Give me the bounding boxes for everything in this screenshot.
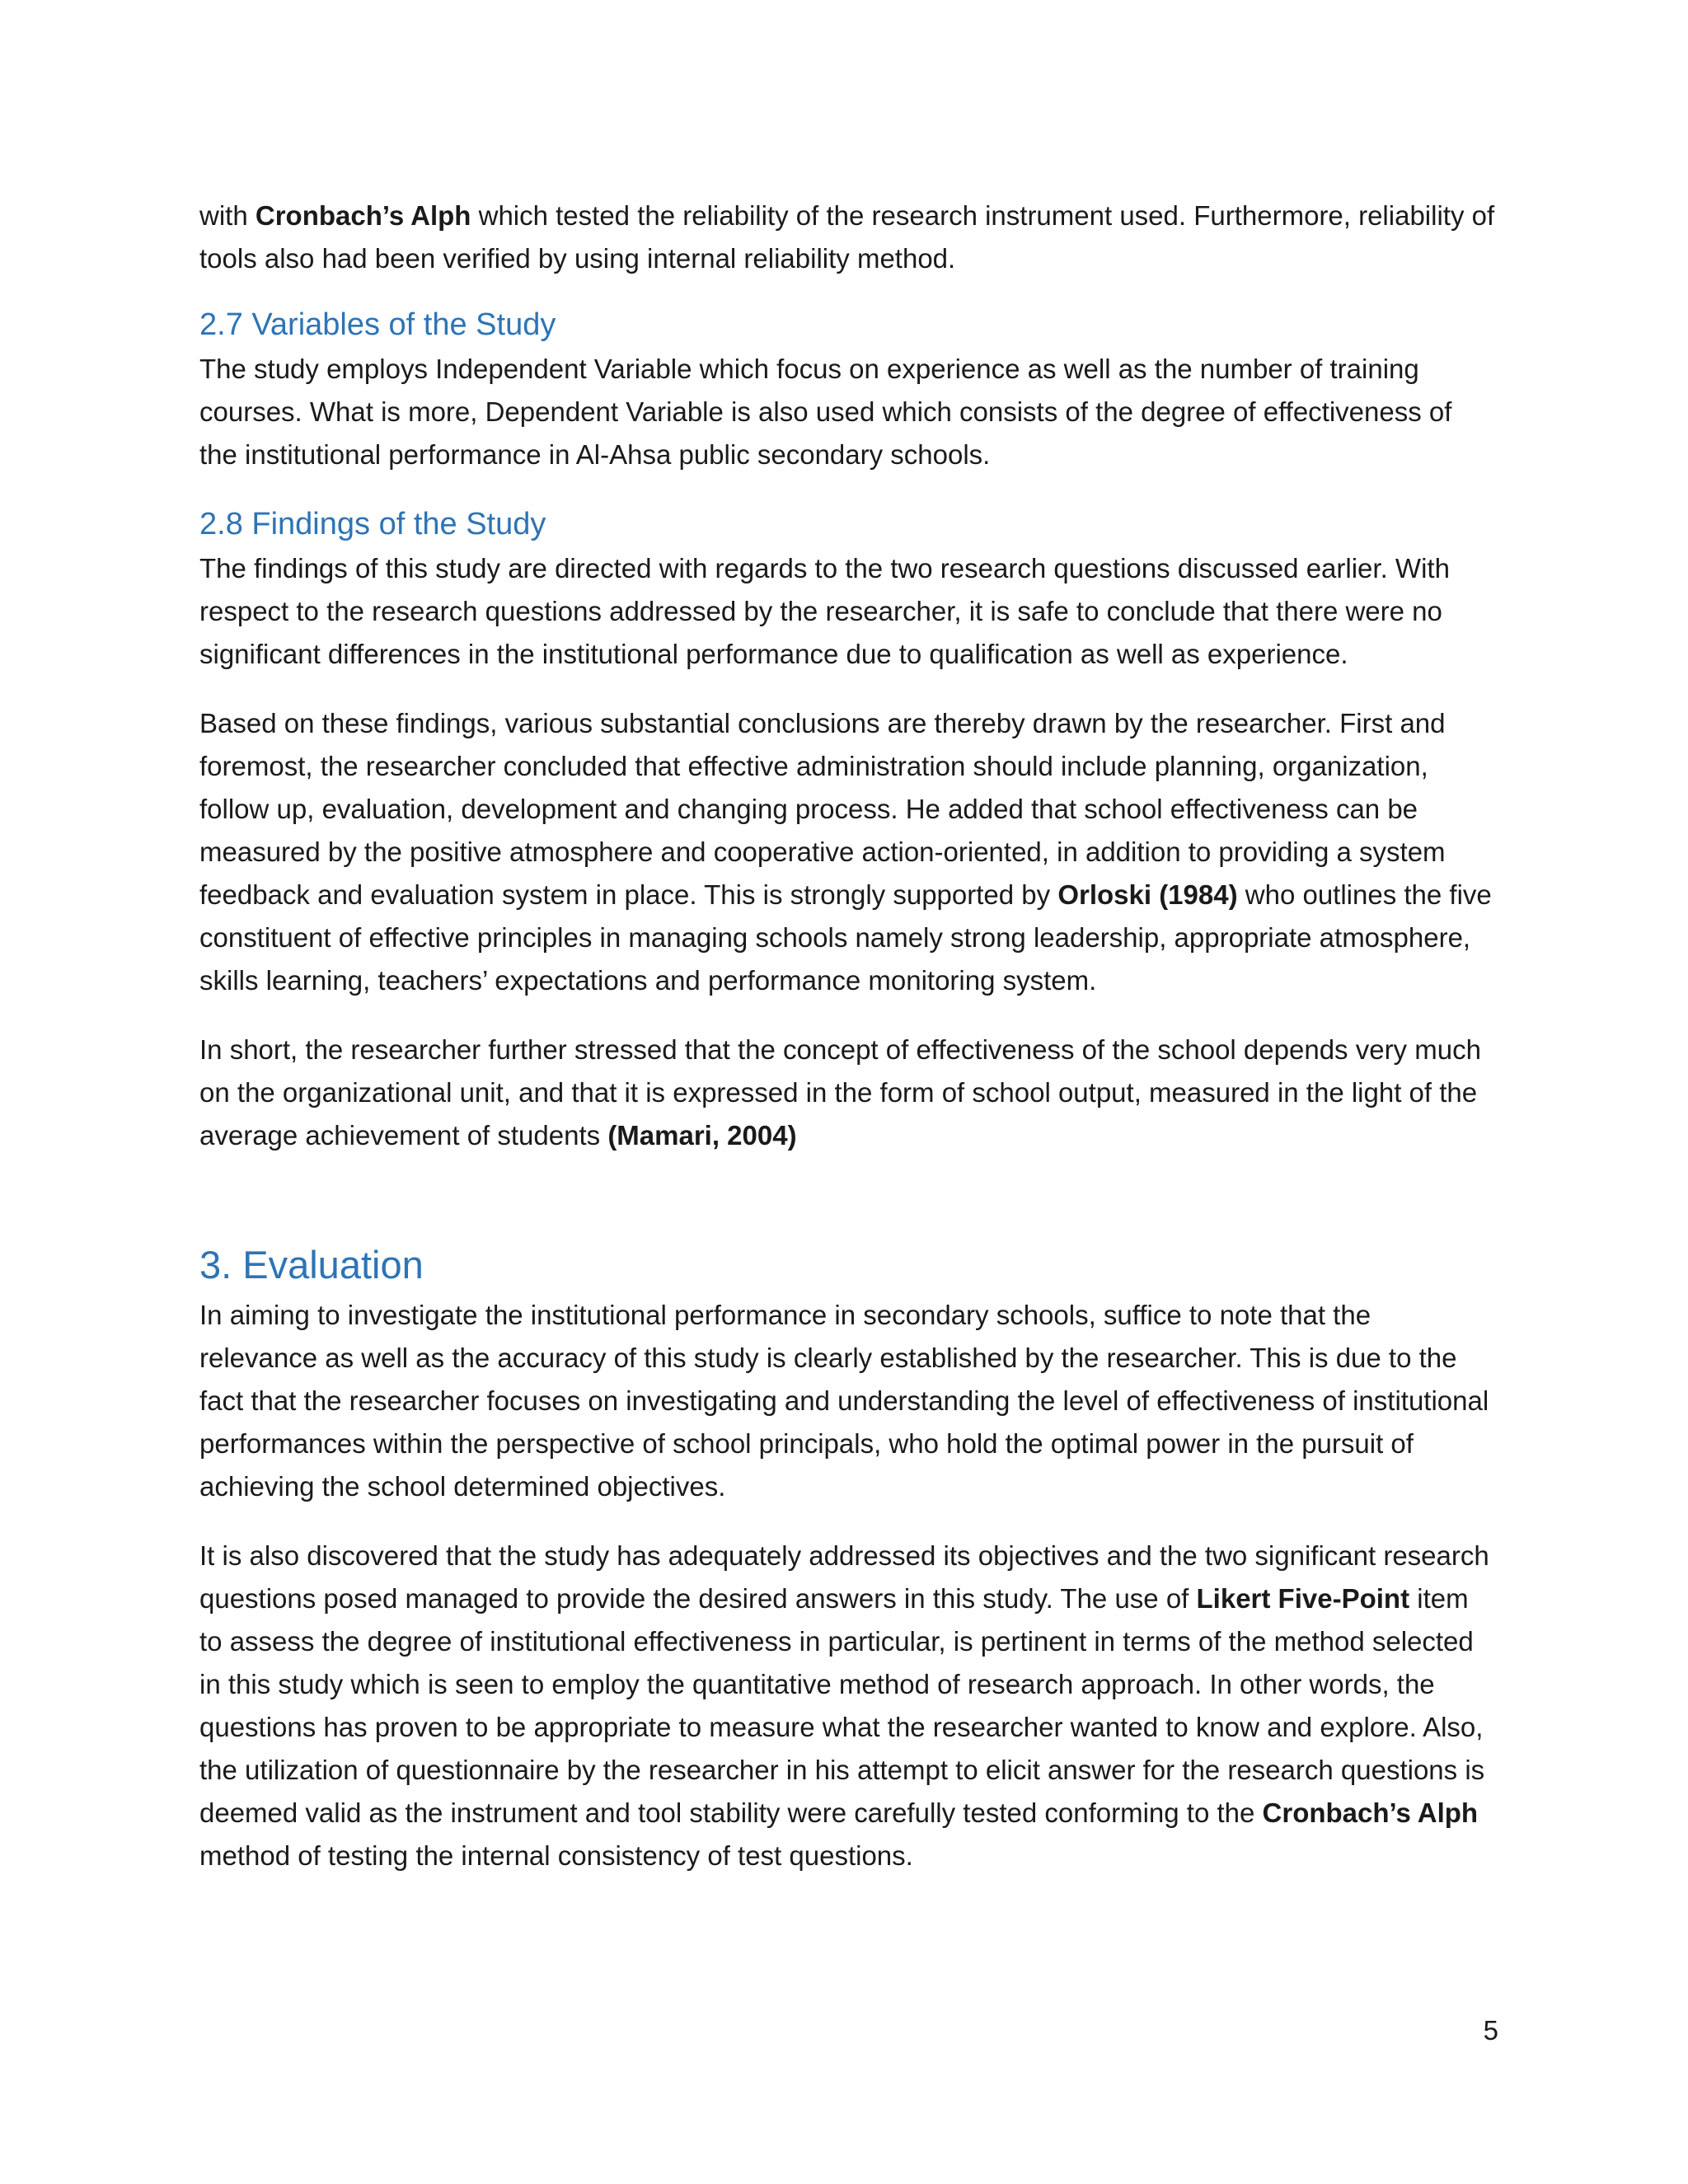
paragraph-text: It is also discovered that the study has adequately addressed its objectives and the two significant research questions posed managed to provide the desired answers in this study. The use of (199, 1540, 1489, 1614)
heading-findings-of-study: 2.8 Findings of the Study (199, 507, 546, 541)
paragraph-evaluation-method (199, 1535, 1495, 1877)
bold-term-likert: Likert Five-Point (1196, 1583, 1410, 1614)
paragraph-text: Based on these findings, various substantial conclusions are thereby drawn by the researcher. First and foremost, the researcher concluded that effective administration should include planning, organization, follow up, evaluation, development and changing process. He added that school effectiveness can be measured by the positive atmosphere and cooperative action-oriented, in addition to providing a system feedback and evaluation system in place. This is strongly supported by (199, 708, 1446, 910)
paragraph-text: with (199, 200, 256, 231)
bold-term-cronbach: Cronbach’s Alph (1262, 1797, 1479, 1828)
document-body (199, 194, 1495, 1904)
paragraph-cronbach-reliability (199, 194, 1495, 280)
paragraph-text: item to assess the degree of institutional effectiveness in particular, is pertinent in terms of the method selected in this study which is seen to employ the quantitative method of research approach. In other words, the questions has proven to be appropriate to measure what the researcher wanted to know and explore. Also, the utilization of questionnaire by the researcher in his attempt to elicit answer for the research questions is deemed valid as the instrument and tool stability were carefully tested conforming to the (199, 1583, 1485, 1828)
bold-term-cronbach: Cronbach’s Alph (255, 200, 471, 231)
paragraph-variables: The study employs Independent Variable which focus on experience as well as the number of training courses. What is more, Dependent Variable is also used which consists of the degree of effectiveness of the institutional performance in Al-Ahsa public secondary schools. (199, 354, 1452, 470)
citation-orloski: Orloski (1984) (1057, 879, 1238, 910)
paragraph-findings-summary (199, 1029, 1495, 1157)
paragraph-text: method of testing the internal consistency of test questions. (199, 1840, 913, 1871)
page-number: 5 (1483, 2015, 1498, 2046)
paragraph-findings-intro: The findings of this study are directed with regards to the two research questions discussed earlier. With respect to the research questions addressed by the researcher, it is safe to conclude that there were no significant differences in the institutional performance due to qualification as well as experience. (199, 553, 1450, 669)
heading-variables-of-study: 2.7 Variables of the Study (199, 307, 556, 342)
heading-evaluation: 3. Evaluation (199, 1243, 424, 1286)
citation-mamari: (Mamari, 2004) (607, 1120, 797, 1151)
paragraph-evaluation-intro: In aiming to investigate the institutional performance in secondary schools, suffice to note that the relevance as well as the accuracy of this study is clearly established by the researcher. This is due to the fact that the researcher focuses on investigating and understanding the level of effectiveness of institutional performances within the perspective of school principals, who hold the optimal power in the pursuit of achieving the school determined objectives. (199, 1300, 1489, 1502)
paragraph-text: which tested the reliability of the research instrument used. Furthermore, reliability of tools also had been verified by using internal reliability method. (199, 200, 1495, 274)
paragraph-text: In short, the researcher further stressed that the concept of effectiveness of the school depends very much on the organizational unit, and that it is expressed in the form of school output, measured in the light of the average achievement of students (199, 1034, 1481, 1151)
paragraph-text: who outlines the five constituent of effective principles in managing schools namely strong leadership, appropriate atmosphere, skills learning, teachers’ expectations and performance monitoring system. (199, 879, 1492, 996)
paragraph-findings-conclusions (199, 702, 1495, 1002)
